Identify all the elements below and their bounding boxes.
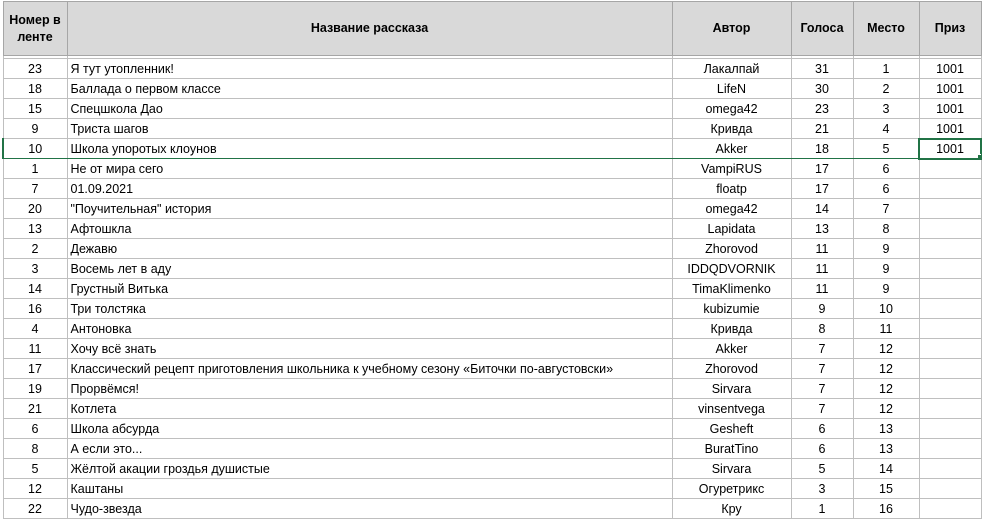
table-row[interactable] bbox=[3, 499, 981, 519]
header-number[interactable]: Номер в ленте bbox=[3, 2, 67, 56]
cell-votes[interactable]: 21 bbox=[791, 119, 853, 139]
cell-prize[interactable] bbox=[919, 199, 981, 219]
cell-author[interactable]: Кру bbox=[672, 499, 791, 519]
cell-title[interactable]: Котлета bbox=[67, 399, 672, 419]
table-row[interactable] bbox=[3, 59, 981, 79]
cell-author[interactable]: Akker bbox=[672, 139, 791, 159]
header-prize[interactable]: Приз bbox=[919, 2, 981, 56]
header-row bbox=[3, 2, 981, 56]
header-author[interactable]: Автор bbox=[672, 2, 791, 56]
cell-prize[interactable] bbox=[919, 439, 981, 459]
cell-title[interactable]: Дежавю bbox=[67, 239, 672, 259]
cell-place[interactable]: 9 bbox=[853, 259, 919, 279]
cell-author[interactable]: Gesheft bbox=[672, 419, 791, 439]
cell-title[interactable]: Три толстяка bbox=[67, 299, 672, 319]
cell-place[interactable]: 9 bbox=[853, 279, 919, 299]
cell-author[interactable]: Lapidata bbox=[672, 219, 791, 239]
cell-title[interactable]: Афтошкла bbox=[67, 219, 672, 239]
cell-prize[interactable]: 1001 bbox=[919, 139, 981, 159]
cell-title[interactable]: Триста шагов bbox=[67, 119, 672, 139]
cell-place[interactable]: 12 bbox=[853, 339, 919, 359]
cell-prize[interactable] bbox=[919, 219, 981, 239]
cell-number[interactable]: 9 bbox=[3, 119, 67, 139]
cell-author[interactable]: Akker bbox=[672, 339, 791, 359]
cell-votes[interactable]: 31 bbox=[791, 59, 853, 79]
cell-title[interactable]: Хочу всё знать bbox=[67, 339, 672, 359]
cell-place[interactable]: 9 bbox=[853, 239, 919, 259]
cell-prize[interactable] bbox=[919, 319, 981, 339]
cell-title[interactable]: Баллада о первом классе bbox=[67, 79, 672, 99]
cell-title[interactable]: Спецшкола Дао bbox=[67, 99, 672, 119]
cell-number[interactable]: 21 bbox=[3, 399, 67, 419]
cell-title[interactable]: Каштаны bbox=[67, 479, 672, 499]
cell-votes[interactable]: 7 bbox=[791, 399, 853, 419]
cell-number[interactable]: 6 bbox=[3, 419, 67, 439]
cell-title[interactable]: Школа упоротых клоунов bbox=[67, 139, 672, 159]
cell-prize[interactable] bbox=[919, 359, 981, 379]
cell-votes[interactable]: 6 bbox=[791, 439, 853, 459]
cell-votes[interactable]: 17 bbox=[791, 179, 853, 199]
cell-prize[interactable] bbox=[919, 259, 981, 279]
cell-title[interactable]: Школа абсурда bbox=[67, 419, 672, 439]
cell-author[interactable]: IDDQDVORNIK bbox=[672, 259, 791, 279]
cell-votes[interactable]: 7 bbox=[791, 379, 853, 399]
cell-votes[interactable]: 1 bbox=[791, 499, 853, 519]
cell-votes[interactable]: 5 bbox=[791, 459, 853, 479]
cell-prize[interactable] bbox=[919, 339, 981, 359]
cell-votes[interactable]: 13 bbox=[791, 219, 853, 239]
cell-votes[interactable]: 6 bbox=[791, 419, 853, 439]
table-row[interactable] bbox=[3, 139, 981, 159]
cell-votes[interactable]: 18 bbox=[791, 139, 853, 159]
cell-votes[interactable]: 23 bbox=[791, 99, 853, 119]
cell-prize[interactable]: 1001 bbox=[919, 119, 981, 139]
cell-prize[interactable] bbox=[919, 479, 981, 499]
cell-votes[interactable]: 17 bbox=[791, 159, 853, 179]
cell-prize[interactable]: 1001 bbox=[919, 79, 981, 99]
cell-prize[interactable] bbox=[919, 399, 981, 419]
cell-title[interactable]: Я тут утопленник! bbox=[67, 59, 672, 79]
cell-title[interactable]: Восемь лет в аду bbox=[67, 259, 672, 279]
cell-prize[interactable] bbox=[919, 499, 981, 519]
cell-prize[interactable] bbox=[919, 279, 981, 299]
table-row[interactable] bbox=[3, 279, 981, 299]
cell-place[interactable]: 8 bbox=[853, 219, 919, 239]
cell-number[interactable]: 8 bbox=[3, 439, 67, 459]
cell-number[interactable]: 4 bbox=[3, 319, 67, 339]
cell-number[interactable]: 23 bbox=[3, 59, 67, 79]
cell-place[interactable]: 13 bbox=[853, 439, 919, 459]
cell-place[interactable]: 15 bbox=[853, 479, 919, 499]
table-row[interactable] bbox=[3, 119, 981, 139]
cell-author[interactable]: Sirvara bbox=[672, 379, 791, 399]
cell-title[interactable]: Жёлтой акации гроздья душистые bbox=[67, 459, 672, 479]
table-row[interactable] bbox=[3, 99, 981, 119]
header-title[interactable]: Название рассказа bbox=[67, 2, 672, 56]
table-row[interactable] bbox=[3, 219, 981, 239]
cell-author[interactable]: Zhorovod bbox=[672, 359, 791, 379]
cell-place[interactable]: 12 bbox=[853, 379, 919, 399]
cell-number[interactable]: 1 bbox=[3, 159, 67, 179]
cell-place[interactable]: 4 bbox=[853, 119, 919, 139]
cell-number[interactable]: 10 bbox=[3, 139, 67, 159]
cell-author[interactable]: LifeN bbox=[672, 79, 791, 99]
table-row[interactable] bbox=[3, 259, 981, 279]
cell-votes[interactable]: 3 bbox=[791, 479, 853, 499]
table-row[interactable] bbox=[3, 339, 981, 359]
table-row[interactable] bbox=[3, 79, 981, 99]
cell-votes[interactable]: 8 bbox=[791, 319, 853, 339]
cell-number[interactable]: 12 bbox=[3, 479, 67, 499]
cell-place[interactable]: 11 bbox=[853, 319, 919, 339]
cell-prize[interactable] bbox=[919, 459, 981, 479]
cell-number[interactable]: 3 bbox=[3, 259, 67, 279]
cell-title[interactable]: Не от мира сего bbox=[67, 159, 672, 179]
table-row[interactable] bbox=[3, 479, 981, 499]
cell-number[interactable]: 18 bbox=[3, 79, 67, 99]
cell-author[interactable]: Огуретрикс bbox=[672, 479, 791, 499]
cell-author[interactable]: vinsentvega bbox=[672, 399, 791, 419]
cell-number[interactable]: 16 bbox=[3, 299, 67, 319]
cell-author[interactable]: Zhorovod bbox=[672, 239, 791, 259]
table-row[interactable] bbox=[3, 399, 981, 419]
cell-place[interactable]: 5 bbox=[853, 139, 919, 159]
cell-votes[interactable]: 9 bbox=[791, 299, 853, 319]
cell-place[interactable]: 1 bbox=[853, 59, 919, 79]
table-row[interactable] bbox=[3, 239, 981, 259]
cell-author[interactable]: VampiRUS bbox=[672, 159, 791, 179]
cell-prize[interactable]: 1001 bbox=[919, 59, 981, 79]
cell-votes[interactable]: 7 bbox=[791, 339, 853, 359]
cell-votes[interactable]: 11 bbox=[791, 279, 853, 299]
cell-author[interactable]: Кривда bbox=[672, 119, 791, 139]
cell-place[interactable]: 3 bbox=[853, 99, 919, 119]
cell-prize[interactable] bbox=[919, 419, 981, 439]
results-table bbox=[2, 1, 982, 519]
cell-number[interactable]: 19 bbox=[3, 379, 67, 399]
cell-place[interactable]: 12 bbox=[853, 399, 919, 419]
cell-number[interactable]: 5 bbox=[3, 459, 67, 479]
cell-place[interactable]: 7 bbox=[853, 199, 919, 219]
cell-prize[interactable] bbox=[919, 299, 981, 319]
header-place[interactable]: Место bbox=[853, 2, 919, 56]
cell-number[interactable]: 11 bbox=[3, 339, 67, 359]
cell-place[interactable]: 12 bbox=[853, 359, 919, 379]
cell-number[interactable]: 7 bbox=[3, 179, 67, 199]
cell-place[interactable]: 6 bbox=[853, 159, 919, 179]
cell-prize[interactable] bbox=[919, 379, 981, 399]
cell-number[interactable]: 15 bbox=[3, 99, 67, 119]
cell-prize[interactable] bbox=[919, 239, 981, 259]
table-row[interactable] bbox=[3, 299, 981, 319]
cell-author[interactable]: floatp bbox=[672, 179, 791, 199]
cell-number[interactable]: 14 bbox=[3, 279, 67, 299]
table-row[interactable] bbox=[3, 319, 981, 339]
cell-place[interactable]: 10 bbox=[853, 299, 919, 319]
cell-place[interactable]: 13 bbox=[853, 419, 919, 439]
cell-title[interactable]: Прорвёмся! bbox=[67, 379, 672, 399]
cell-votes[interactable]: 7 bbox=[791, 359, 853, 379]
table-row[interactable] bbox=[3, 419, 981, 439]
cell-title[interactable]: Классический рецепт приготовления школьника к учебному сезону «Биточки по-августовски» bbox=[67, 359, 672, 379]
table-row[interactable] bbox=[3, 199, 981, 219]
cell-author[interactable]: kubizumie bbox=[672, 299, 791, 319]
cell-title[interactable]: Чудо-звезда bbox=[67, 499, 672, 519]
cell-prize[interactable] bbox=[919, 159, 981, 179]
cell-votes[interactable]: 14 bbox=[791, 199, 853, 219]
header-votes[interactable]: Голоса bbox=[791, 2, 853, 56]
cell-author[interactable]: omega42 bbox=[672, 199, 791, 219]
table-row[interactable] bbox=[3, 379, 981, 399]
cell-place[interactable]: 6 bbox=[853, 179, 919, 199]
cell-title[interactable]: А если это... bbox=[67, 439, 672, 459]
cell-place[interactable]: 14 bbox=[853, 459, 919, 479]
cell-number[interactable]: 17 bbox=[3, 359, 67, 379]
cell-number[interactable]: 22 bbox=[3, 499, 67, 519]
cell-votes[interactable]: 11 bbox=[791, 239, 853, 259]
table-row[interactable] bbox=[3, 459, 981, 479]
cell-title[interactable]: Грустный Витька bbox=[67, 279, 672, 299]
cell-prize[interactable]: 1001 bbox=[919, 99, 981, 119]
cell-number[interactable]: 2 bbox=[3, 239, 67, 259]
cell-author[interactable]: Sirvara bbox=[672, 459, 791, 479]
cell-author[interactable]: TimaKlimenko bbox=[672, 279, 791, 299]
cell-votes[interactable]: 11 bbox=[791, 259, 853, 279]
cell-place[interactable]: 2 bbox=[853, 79, 919, 99]
cell-title[interactable]: 01.09.2021 bbox=[67, 179, 672, 199]
cell-title[interactable]: "Поучительная" история bbox=[67, 199, 672, 219]
cell-place[interactable]: 16 bbox=[853, 499, 919, 519]
cell-author[interactable]: omega42 bbox=[672, 99, 791, 119]
cell-author[interactable]: Кривда bbox=[672, 319, 791, 339]
cell-number[interactable]: 20 bbox=[3, 199, 67, 219]
table-body bbox=[3, 56, 981, 519]
cell-title[interactable]: Антоновка bbox=[67, 319, 672, 339]
cell-number[interactable]: 13 bbox=[3, 219, 67, 239]
cell-votes[interactable]: 30 bbox=[791, 79, 853, 99]
table-row[interactable] bbox=[3, 359, 981, 379]
cell-prize[interactable] bbox=[919, 179, 981, 199]
cell-author[interactable]: BuratTino bbox=[672, 439, 791, 459]
cell-author[interactable]: Лакалпай bbox=[672, 59, 791, 79]
table-row[interactable] bbox=[3, 159, 981, 179]
table-row[interactable] bbox=[3, 439, 981, 459]
table-row[interactable] bbox=[3, 179, 981, 199]
